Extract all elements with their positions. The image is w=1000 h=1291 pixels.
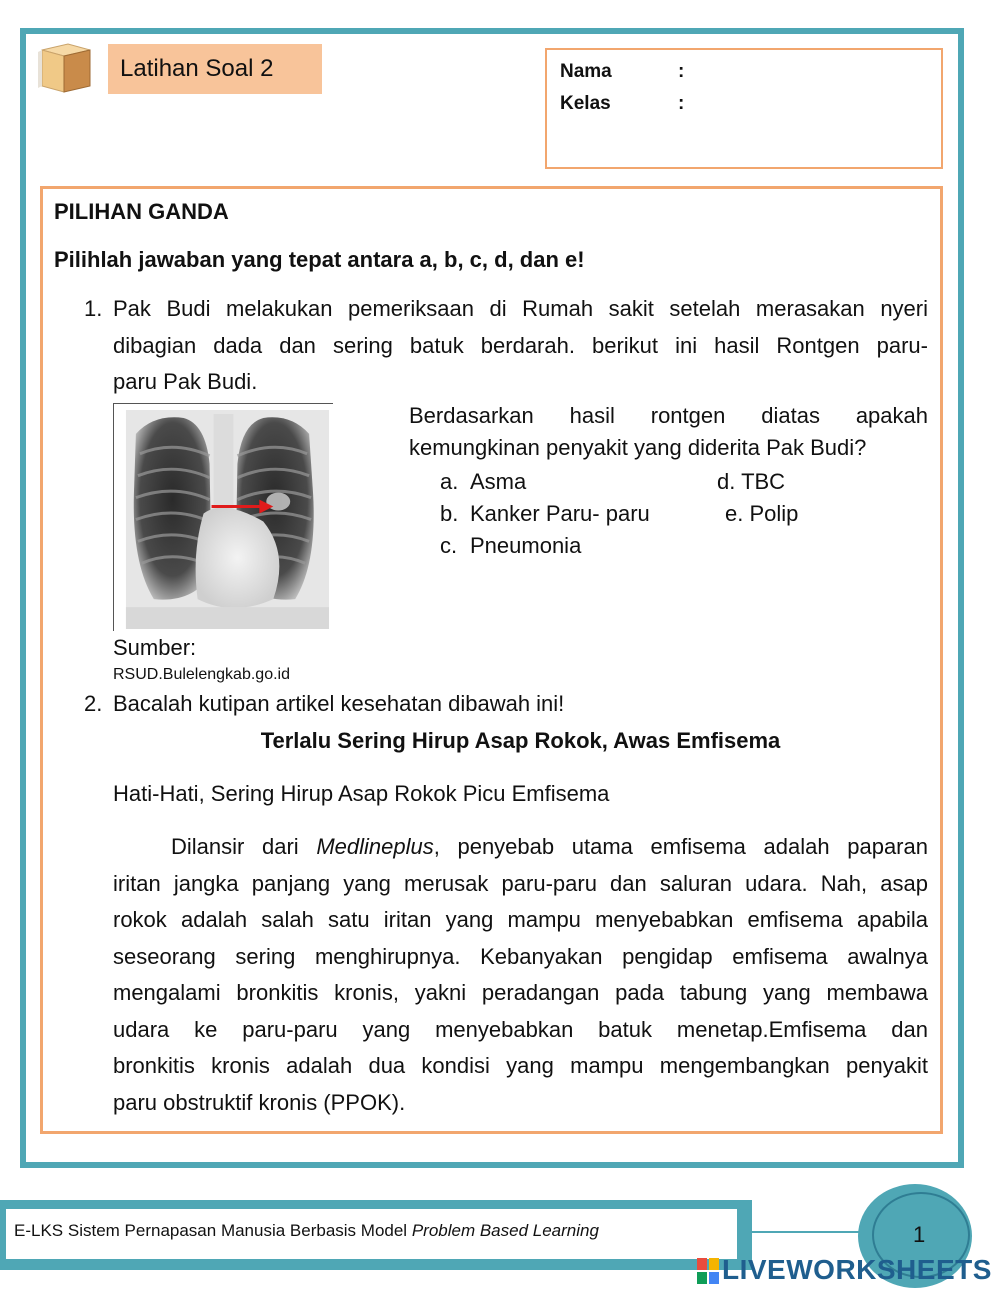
article-paragraph [113,829,928,1121]
kelas-label: Kelas [560,93,611,114]
article-line1-rest: , penyebab utama emfisema adalah paparan [433,834,928,859]
footer-title: E-LKS Sistem Pernapasan Manusia Berbasis Model [14,1221,412,1240]
footer-text [6,1209,737,1259]
q1-line: paru Pak Budi. [113,369,258,394]
nama-label: Nama [560,61,612,82]
option-d[interactable]: d. TBC [717,469,786,494]
footer-connector [752,1231,864,1233]
q2-number: 2. [84,691,103,716]
source-url: RSUD.Bulelengkab.go.id [113,666,290,683]
kelas-colon: : [678,93,685,114]
article-intro: Dilansir dari [171,834,317,859]
option-e[interactable]: e. Polip [725,501,799,526]
option-c[interactable]: Pneumonia [470,533,582,558]
article-line: seseorang sering menghirupnya. Kebanyakan pengidap emfisema awalnya [113,943,928,969]
exercise-title: Latihan Soal 2 [108,44,322,94]
article-title: Terlalu Sering Hirup Asap Rokok, Awas Emfisema [260,728,781,753]
option-b-letter: b. [440,501,459,526]
nama-row [560,61,685,83]
xray-image [113,403,333,631]
article-line: rokok adalah salah satu iritan yang mampu menyebabkan emfisema apabila [113,907,928,932]
option-b[interactable]: Kanker Paru- paru [470,501,650,526]
source-label: Sumber: [113,635,197,660]
section-heading: PILIHAN GANDA [54,199,229,224]
article-line: udara ke paru-paru yang menyebabkan batuk menetap.Emfisema dan [113,1016,928,1042]
article-source-italic: Medlineplus [316,834,434,859]
q1-text [113,291,928,401]
article-line: bronkitis kronis adalah dua kondisi yang mampu mengembangkan penyakit [113,1053,928,1078]
q1-line: Pak Budi melakukan pemeriksaan di Rumah sakit setelah merasakan nyeri [113,296,928,321]
option-a[interactable]: Asma [470,469,527,494]
q1-number: 1. [84,296,103,321]
option-c-letter: c. [440,533,458,558]
article-line: mengalami bronkitis kronis, yakni peradangan pada tabung yang membawa [113,980,928,1005]
page-number: 1 [913,1222,926,1247]
liveworksheets-brand: LIVEWORKSHEETS [722,1254,992,1285]
footer-title-italic: Problem Based Learning [411,1221,599,1240]
article-line: iritan jangka panjang yang merusak paru-paru dan saluran udara. Nah, asap [113,870,928,896]
liveworksheets-logo-icon [697,1258,719,1284]
q1-question-line: kemungkinan penyakit yang diderita Pak Budi? [409,435,867,460]
identity-box [545,48,943,169]
nama-colon: : [678,61,685,82]
book-icon [34,42,94,94]
q1-question-line: Berdasarkan hasil rontgen diatas apakah [409,403,928,428]
article-line [113,829,928,866]
option-a-letter: a. [440,469,459,494]
q2-prompt: Bacalah kutipan artikel kesehatan dibawah ini! [113,691,565,716]
article-line: paru obstruktif kronis (PPOK). [113,1089,406,1115]
article-subtitle: Hati-Hati, Sering Hirup Asap Rokok Picu Emfisema [113,781,610,806]
instruction: Pilihlah jawaban yang tepat antara a, b, c, d, dan e! [54,247,585,272]
q1-line: dibagian dada dan sering batuk berdarah. berikut ini hasil Rontgen paru- [113,332,928,358]
q1-question [409,400,928,464]
kelas-row [560,93,685,115]
